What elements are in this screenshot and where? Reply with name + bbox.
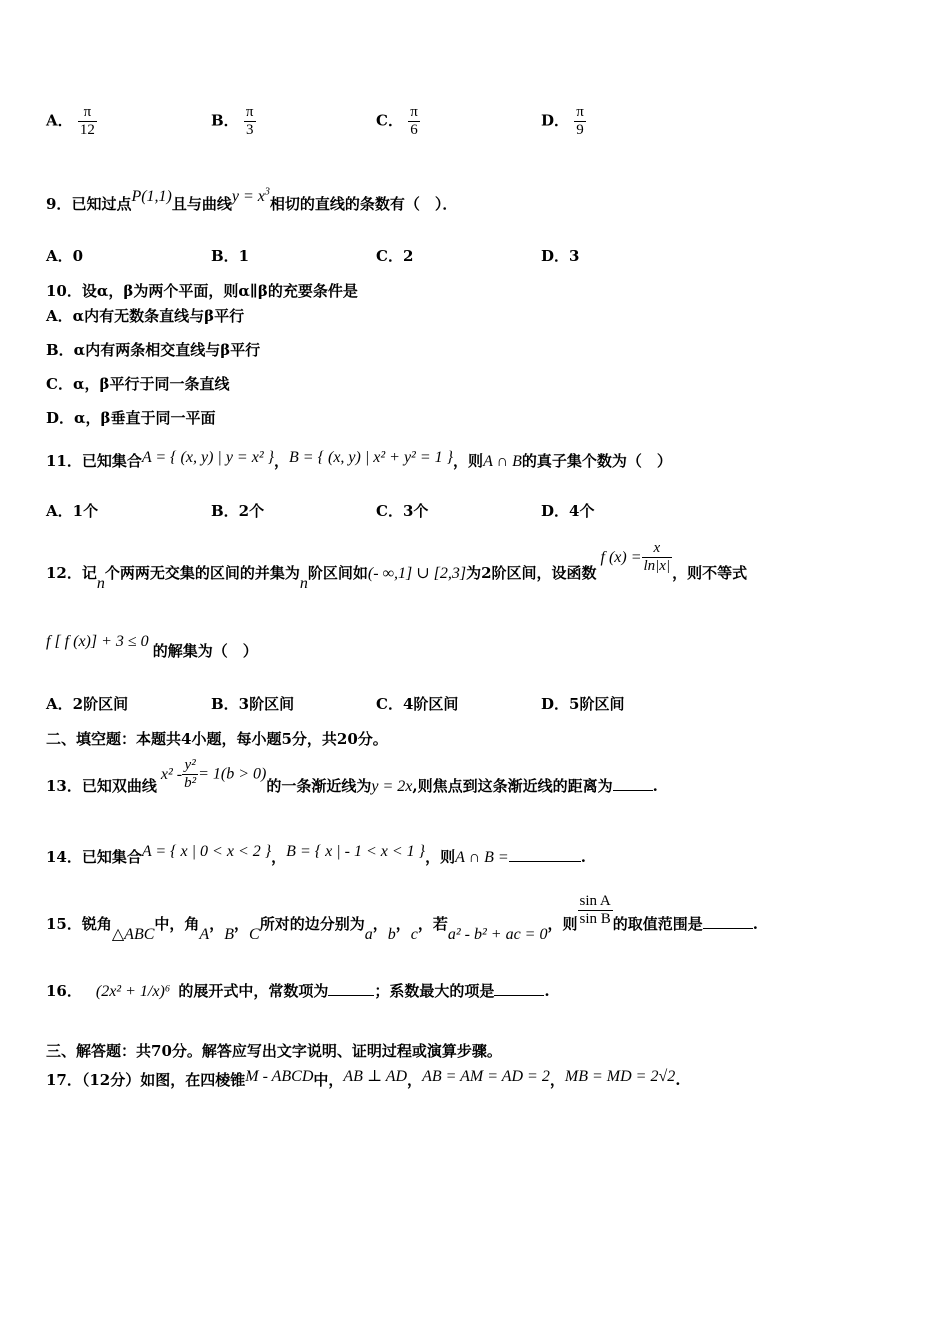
math: [232, 188, 270, 205]
q9-option-a: A．0: [46, 247, 84, 265]
denominator: 9: [576, 122, 584, 138]
section-2-heading: 二、填空题：本题共4小题，每小题5分，共20分。: [46, 730, 388, 748]
stem-text: 11．已知集合: [46, 452, 142, 470]
denominator: 12: [79, 122, 95, 138]
math-set-a: A = { x | 0 < x < 2 }: [141, 843, 272, 860]
stem-text: 阶区间如: [307, 563, 368, 582]
answer-blank[interactable]: [613, 776, 653, 791]
question-10-stem: 10．设α，β为两个平面，则α∥β的充要条件是: [46, 282, 358, 300]
math: △ABC: [111, 925, 155, 943]
q9-option-c: C．2: [376, 247, 414, 265]
math: A ∩ B =: [455, 849, 509, 866]
question-11: [46, 450, 672, 471]
math-inequality: f [ f (x)] + 3 ≤ 0: [46, 633, 149, 650]
stem-text: ，: [407, 1071, 423, 1089]
denominator: 3: [245, 122, 254, 138]
answer-blank[interactable]: [328, 981, 374, 996]
numerator: π: [576, 104, 584, 120]
stem-text: ；系数最大的项是: [374, 982, 495, 1000]
math: M - ABCD: [245, 1068, 314, 1085]
q10-option-d: D．α，β垂直于同一平面: [46, 409, 216, 427]
answer-blank[interactable]: [703, 914, 753, 929]
fraction: [408, 104, 420, 139]
stem-text: 为2阶区间，设函数: [466, 563, 597, 582]
question-number: 16．: [46, 982, 82, 1000]
stem-text: .: [544, 982, 550, 1000]
question-12-cont: [46, 633, 258, 660]
numerator: π: [78, 104, 97, 122]
math: = 1(b > 0): [198, 765, 267, 783]
stem-text: 的真子集个数为（ ）: [521, 452, 672, 470]
numerator: x: [642, 540, 673, 558]
math: x² -: [160, 765, 183, 783]
question-13: [46, 757, 658, 795]
stem-text: 13．已知双曲线: [46, 776, 157, 795]
stem-text: 15．锐角: [46, 914, 112, 933]
q11-option-a: A．1个: [46, 502, 99, 520]
stem-text: 且与曲线: [171, 195, 232, 213]
stem-text: ，: [271, 848, 287, 866]
q11-option-d: D．4个: [541, 502, 595, 520]
q8-option-c: [376, 104, 420, 139]
q12-option-a: A．2阶区间: [46, 695, 129, 713]
stem-text: .: [580, 848, 586, 866]
q9-option-d: D．3: [541, 247, 580, 265]
stem-text: 14．已知集合: [46, 848, 142, 866]
math: MB = MD = 2√2: [564, 1068, 676, 1085]
question-15: 15．锐角△ABC中，角A，B，C所对的边分别为a，b，c，若a² - b² + ac = 0，则 $\frac{\text{sin A}}{\text{sin B}}$ 的取值范围是 .: [46, 893, 759, 943]
q8-option-b: [211, 104, 256, 139]
math-set-a: A = { (x, y) | y = x² }: [141, 449, 275, 466]
math: b: [387, 925, 396, 943]
stem-text: ，则不等式: [672, 563, 748, 582]
stem-text: .: [675, 1071, 681, 1089]
q8-option-a: [46, 104, 97, 139]
math: a² - b² + ac = 0: [447, 925, 548, 943]
option-label: D．: [541, 111, 570, 130]
question-14: [46, 843, 586, 867]
stem-text: ，若: [417, 914, 448, 933]
stem-text: ，: [549, 1071, 565, 1089]
denominator: sin B: [579, 911, 611, 927]
stem-text: 所对的边分别为: [259, 914, 365, 933]
stem-text: ，: [274, 452, 290, 470]
question-9: [46, 186, 458, 214]
stem-text: ，则: [547, 914, 578, 933]
stem-text: 的取值范围是: [612, 914, 703, 933]
stem-text: ,则焦点到这条渐近线的距离为: [412, 776, 613, 795]
question-number: 9．: [46, 195, 72, 213]
stem-text: 相切的直线的条数有（ ）．: [269, 195, 458, 213]
stem-text: 中，: [313, 1071, 344, 1089]
answer-blank[interactable]: [509, 847, 581, 862]
math: n: [299, 574, 308, 592]
stem-text: 12．记: [46, 563, 97, 582]
option-label: C．: [376, 111, 403, 130]
numerator: π: [410, 104, 418, 120]
stem-text: ，则: [453, 452, 484, 470]
math: A: [199, 925, 210, 943]
option-label: A．: [46, 111, 73, 130]
q10-option-b: B．α内有两条相交直线与β平行: [46, 341, 261, 359]
section-3-heading: 三、解答题：共70分。解答应写出文字说明、证明过程或演算步骤。: [46, 1042, 502, 1060]
math: B: [224, 925, 234, 943]
fraction: [578, 893, 613, 928]
fraction: [182, 757, 198, 792]
numerator: π: [245, 104, 254, 120]
fraction: [574, 104, 586, 139]
denominator: ln|x|: [643, 558, 671, 574]
answer-blank[interactable]: [494, 981, 544, 996]
fraction: [642, 540, 673, 575]
math: c: [410, 925, 418, 943]
q9-option-b: B．1: [211, 247, 250, 265]
stem-text: 个两两无交集的区间的并集为: [104, 563, 300, 582]
math-set-b: B = { x | - 1 < x < 1 }: [286, 843, 426, 860]
stem-text: ，则: [425, 848, 456, 866]
math: f (x) =: [600, 548, 642, 566]
question-17: [46, 1069, 680, 1090]
question-16: [46, 980, 550, 1001]
q10-option-c: C．α，β平行于同一条直线: [46, 375, 230, 393]
exponent: 3: [264, 186, 270, 198]
math-interval: (- ∞,1] ∪ [2,3]: [367, 564, 467, 582]
q10-option-a: A．α内有无数条直线与β平行: [46, 307, 245, 325]
stem-text: 的展开式中，常数项为: [178, 982, 329, 1000]
math-base: y = x: [231, 188, 265, 205]
option-label: B．: [211, 111, 239, 130]
math-set-b: B = { (x, y) | x² + y² = 1 }: [289, 449, 454, 466]
math: n: [96, 574, 105, 592]
q12-option-d: D．5阶区间: [541, 695, 625, 713]
fraction: [78, 104, 97, 139]
math-expression: (2x² + 1/x)⁶: [95, 983, 171, 1000]
numerator: sin A: [579, 893, 611, 909]
question-12: [46, 540, 748, 592]
stem-text: .: [752, 914, 759, 933]
stem-text: .: [652, 776, 658, 795]
math: AB ⊥ AD: [343, 1068, 408, 1085]
math: C: [249, 925, 260, 943]
math: AB = AM = AD = 2: [422, 1068, 550, 1085]
denominator: 6: [410, 122, 418, 138]
numerator: y²: [182, 757, 198, 775]
stem-text: 的解集为（ ）: [152, 642, 258, 660]
denominator: b²: [184, 775, 197, 791]
math: A ∩ B: [483, 453, 522, 470]
stem-text: 中，角: [154, 914, 200, 933]
stem-text: 的一条渐近线为: [266, 776, 372, 795]
math: a: [364, 925, 373, 943]
math: y = 2x: [371, 777, 413, 795]
stem-text: 17．（12分）如图，在四棱锥: [46, 1071, 246, 1089]
q12-option-b: B．3阶区间: [211, 695, 295, 713]
q8-option-d: [541, 104, 586, 139]
math: P(1,1): [131, 188, 172, 205]
q11-option-c: C．3个: [376, 502, 429, 520]
fraction: [244, 104, 256, 139]
stem-text: 已知过点: [71, 195, 132, 213]
q12-option-c: C．4阶区间: [376, 695, 459, 713]
q11-option-b: B．2个: [211, 502, 265, 520]
